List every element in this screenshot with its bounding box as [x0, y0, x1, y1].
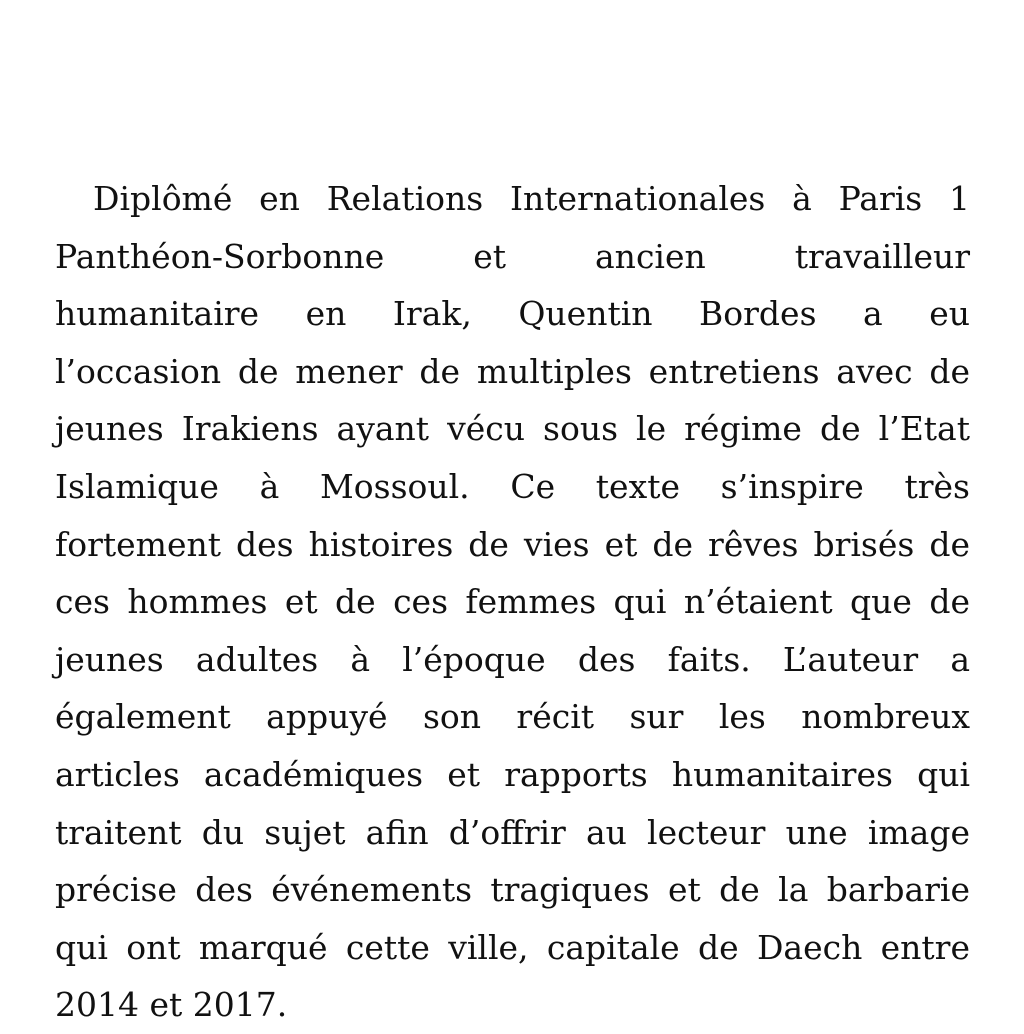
paragraph-line: articles académiques et rapports humanitaires qui — [55, 754, 970, 794]
paragraph-line: Diplômé en Relations Internationales à Paris 1 — [93, 179, 970, 218]
paragraph-line: également appuyé son récit sur les nombreux — [55, 697, 970, 737]
paragraph-line: l’occasion de mener de multiples entretiens avec de — [55, 351, 970, 391]
paragraph-line: Panthéon-Sorbonne et ancien travailleur — [55, 236, 970, 276]
paragraph-line: traitent du sujet afin d’offrir au lecteur une image — [55, 812, 970, 852]
paragraph-line: ces hommes et de ces femmes qui n’étaient que de — [55, 582, 970, 622]
paragraph-line: jeunes adultes à l’époque des faits. L’auteur a — [55, 639, 970, 679]
paragraph-line: jeunes Irakiens ayant vécu sous le régime de l’Etat — [55, 409, 970, 449]
paragraph-line: Islamique à Mossoul. Ce texte s’inspire très — [55, 466, 970, 506]
paragraph-line: qui ont marqué cette ville, capitale de Daech entre — [55, 927, 970, 967]
author-bio-paragraph — [55, 170, 970, 1034]
paragraph-line: précise des événements tragiques et de la barbarie — [55, 870, 970, 910]
paragraph-line: humanitaire en Irak, Quentin Bordes a eu — [55, 294, 970, 334]
paragraph-line: 2014 et 2017. — [55, 985, 288, 1025]
paragraph-line: fortement des histoires de vies et de rêves brisés de — [55, 524, 970, 564]
